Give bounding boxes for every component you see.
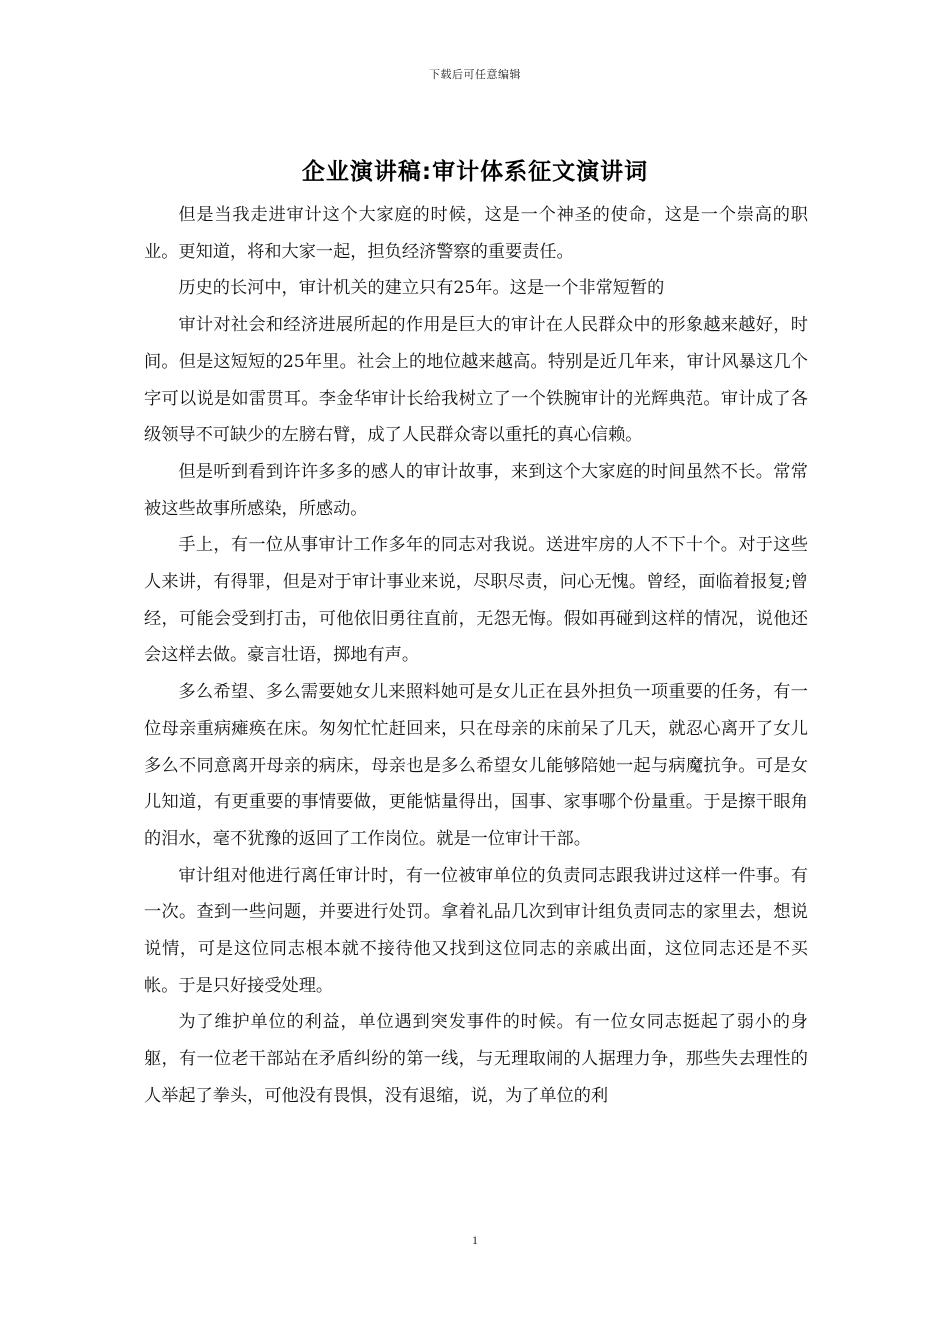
document-body xyxy=(144,197,808,1115)
paragraph: 审计组对他进行离任审计时，有一位被审单位的负责同志跟我讲过这样一件事。有一次。查到一些问题，并要进行处罚。拿着礼品几次到审计组负责同志的家里去，想说说情，可是这位同志根本就不接待他又找到这位同志的亲戚出面，这位同志还是不买帐。于是只好接受处理。 xyxy=(144,865,808,996)
paragraph: 但是当我走进审计这个大家庭的时候，这是一个神圣的使命，这是一个崇高的职业。更知道，将和大家一起，担负经济警察的重要责任。 xyxy=(144,205,808,262)
document-title: 企业演讲稿:审计体系征文演讲词 xyxy=(301,159,649,185)
page-number: 1 xyxy=(472,1233,478,1247)
paragraph: 多么希望、多么需要她女儿来照料她可是女儿正在县外担负一项重要的任务，有一位母亲重病瘫痪在床。匆匆忙忙赶回来，只在母亲的床前呆了几天，就忍心离开了女儿多么不同意离开母亲的病床，母亲也是多么希望女儿能够陪她一起与病魔抗争。可是女儿知道，有更重要的事情要做，更能惦量得出，国事、家事哪个份量重。于是擦干眼角的泪水，毫不犹豫的返回了工作岗位。就是一位审计干部。 xyxy=(144,682,808,849)
paragraph: 手上，有一位从事审计工作多年的同志对我说。送进牢房的人不下十个。对于这些人来讲，有得罪，但是对于审计事业来说，尽职尽责，问心无愧。曾经，面临着报复;曾经，可能会受到打击，可他依旧勇往直前，无怨无悔。假如再碰到这样的情况，说他还会这样去做。豪言壮语，掷地有声。 xyxy=(144,535,808,666)
paragraph: 为了维护单位的利益，单位遇到突发事件的时候。有一位女同志挺起了弱小的身躯，有一位老干部站在矛盾纠纷的第一线，与无理取闹的人据理力争，那些失去理性的人举起了拳头，可他没有畏惧，没有退缩，说，为了单位的利 xyxy=(144,1012,808,1106)
paragraph: 但是听到看到许许多多的感人的审计故事，来到这个大家庭的时间虽然不长。常常被这些故事所感染，所感动。 xyxy=(144,461,808,519)
paragraph: 历史的长河中，审计机关的建立只有25年。这是一个非常短暂的 xyxy=(178,278,665,299)
page-header: 下载后可任意编辑 xyxy=(429,68,521,81)
paragraph: 审计对社会和经济进展所起的作用是巨大的审计在人民群众中的形象越来越好，时间。但是这短短的25年里。社会上的地位越来越高。特别是近几年来，审计风暴这几个字可以说是如雷贯耳。李金华审计长给我树立了一个铁腕审计的光辉典范。审计成了各级领导不可缺少的左膀右臂，成了人民群众寄以重托的真心信赖。 xyxy=(144,315,808,446)
